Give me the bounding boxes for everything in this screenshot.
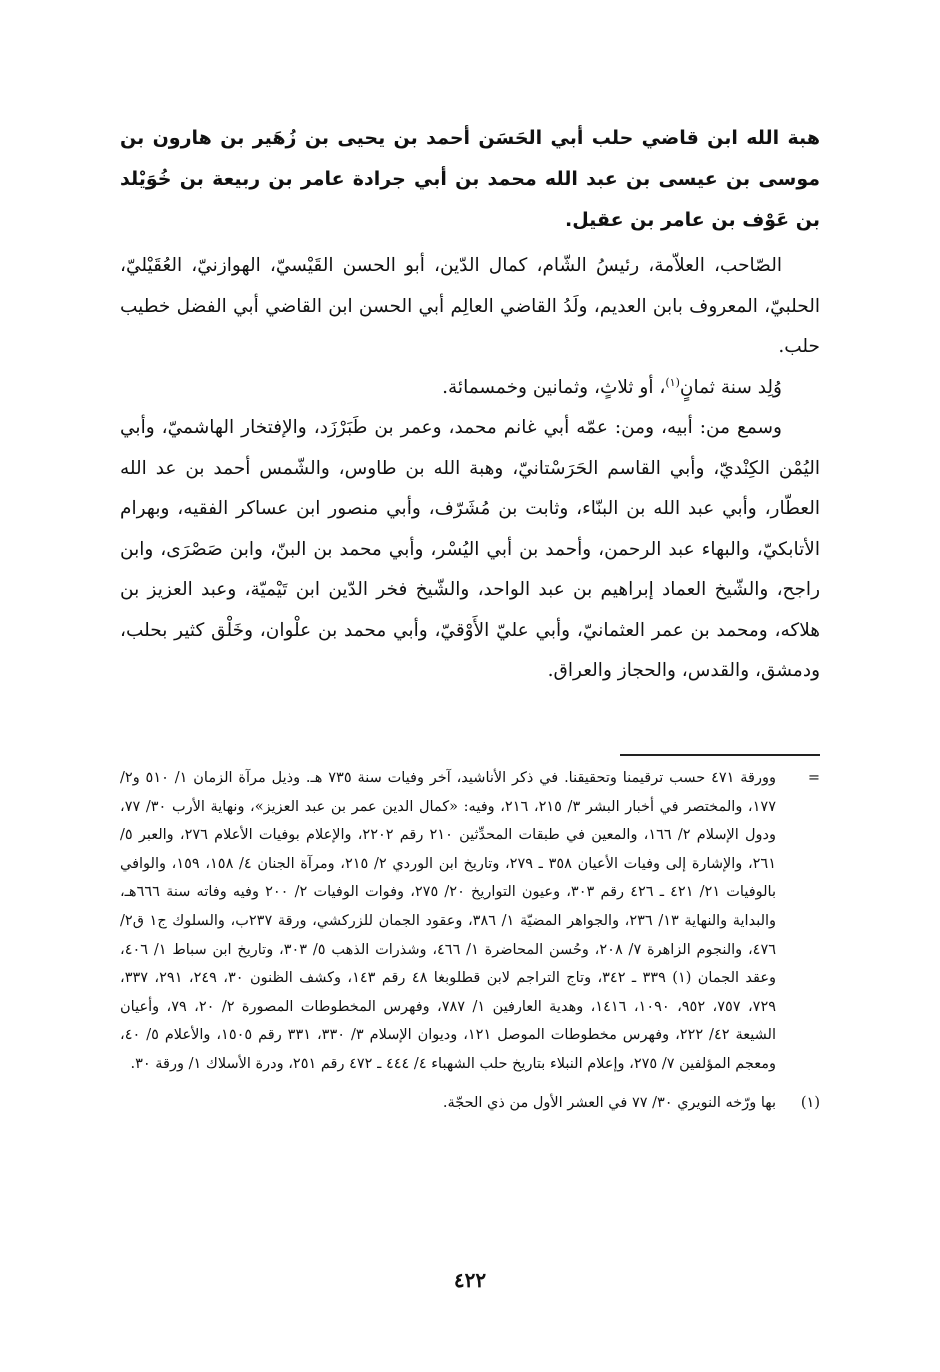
birth-text-end: ، أو ثلاثٍ، وثمانين وخمسمائة. [442, 376, 666, 398]
page-number: ٤٢٢ [453, 1268, 487, 1292]
footnote-continuation [120, 764, 820, 1079]
teachers-paragraph: وسمع من: أبيه، ومن: عمّه أبي غانم محمد، وعمر بن طَبَرْزَد، والإفتخار الهاشميّ، وأبي اليُمْن الكِنْديّ، وأبي القاسم الحَرَسْتانيّ، وهبة الله بن طاوس، والشّمس أحمد بن عد الله العطّار، وأبي عبد الله بن البنّاء، وثابت بن مُشَرّف، وأبي منصور ابن عساكر الفقيه، وبهرام الأتابكيّ، والبهاء عبد الرحمن، وأحمد بن أبي اليُسْر، وأبي محمد بن البنّ، وابن صَصْرَى، وابن راجح، والشّيخ العماد إبراهيم بن عبد الواحد، والشّيخ فخر الدّين ابن تَيْميّة، وعبد العزيز بن هلاكه، ومحمد بن عمر العثمانيّ، وأبي عليّ الأَوْقيّ، وأبي محمد بن علْوان، وخَلْق كثير بحلب، ودمشق، والقدس، والحجاز والعراق. [120, 417, 820, 681]
footnote-text: بها ورّخه النويري ٣٠/ ٧٧ في العشر الأول من ذي الحجّة. [442, 1094, 776, 1111]
footnote-mark: = [807, 770, 820, 786]
footnote-separator [620, 754, 820, 756]
body-text [120, 246, 820, 692]
birth-text-start: وُلِد سنة ثمانٍ [679, 376, 782, 398]
entry-heading: هبة الله ابن قاضي حلب أبي الحَسَن أحمد بن يحيى بن زُهَير بن هارون بن موسى بن عيسى بن عبد الله محمد بن أبي جرادة عامر بن ربيعة بن خُوَيْلد بن عَوْف بن عامر بن عقيل. [120, 127, 820, 231]
footnote-mark: (١) [800, 1094, 820, 1111]
footnote-text: وورقة ٤٧١ حسب ترقيمنا وتحقيقنا. في ذكر الأناشيد، آخر وفيات سنة ٧٣٥ هـ. وذيل مرآة الزمان ١/ ٥١٠ و٢/ ١٧٧، والمختصر في أخبار البشر ٣/ ٢١٥، ٢١٦، وفيه: «كمال الدين عمر بن عبد العزيز»، ونهاية الأرب ٣٠/ ٧٧، ودول الإسلام ٢/ ١٦٦، والمعين في طبقات المحدِّثين ٢١٠ رقم ٢٢٠٢، والإعلام بوفيات الأعلام ٢٧٦، والعبر ٥/ ٢٦١، والإشارة إلى وفيات الأعيان ٣٥٨ ـ ٢٧٩، وتاريخ ابن الوردي ٢/ ٢١٥، ومرآة الجنان ٤/ ١٥٨، ١٥٩، والوافي بالوفيات ٢١/ ٤٢١ ـ ٤٢٦ رقم ٣٠٣، وعيون التواريخ ٢٠/ ٢٧٥، وفوات الوفيات ٢/ ٢٠٠ وفيه وفاته سنة ٦٦٦هـ، والبداية والنهاية ١٣/ ٢٣٦، والجواهر المضيّة ١/ ٣٨٦، وعقود الجمان للزركشي، ورقة ٢٣٧ب، والسلوك ج١ ق٢/ ٤٧٦، والنجوم الزاهرة ٧/ ٢٠٨، وحُسن المحاضرة ١/ ٤٦٦، وشذرات الذهب ٥/ ٣٠٣، وتاريخ ابن سباط ١/ ٤٠٦، وعقد الجمان (١) ٣٣٩ ـ ٣٤٢، وتاج التراجم لابن قطلوبغا ٤٨ رقم ١٤٣، وكشف الظنون ٣٠، ٢٤٩، ٢٩١، ٣٣٧، ٧٢٩، ٧٥٧، ٩٥٢، ١٠٩٠، ١٤١٦، وهدية العارفين ١/ ٧٨٧، وفهرس المخطوطات المصورة ٢/ ٢٠، ٧٩، وأعيان الشيعة ٤٢/ ٢٢٢، وفهرس مخطوطات الموصل ١٢١، وديوان الإسلام ٣/ ٣٣٠، ٣٣١ رقم ١٥٠٥، والأعلام ٥/ ٤٠، ومعجم المؤلفين ٧/ ٢٧٥، وإعلام النبلاء بتاريخ حلب الشهباء ٤/ ٤٤٤ ـ ٤٧٢ رقم ٢٥١، ودرة الأسلاك ١/ ورقة ٣٠. [120, 770, 777, 1072]
footnotes [120, 764, 820, 1117]
footnote-1 [120, 1089, 820, 1118]
biography-paragraph: الصّاحب، العلاّمة، رئيسُ الشّام، كمال الدّين، أبو الحسن القَيْسيّ، الهوازنيّ، العُقَيْليّ، الحلبيّ، المعروف بابن العديم، ولَدُ القاضي العالِم أبي الحسن ابن القاضي أبي الفضل خطيب حلب. [120, 255, 820, 357]
footnote-reference[interactable]: (١) [665, 375, 680, 389]
birth-paragraph [120, 368, 820, 409]
